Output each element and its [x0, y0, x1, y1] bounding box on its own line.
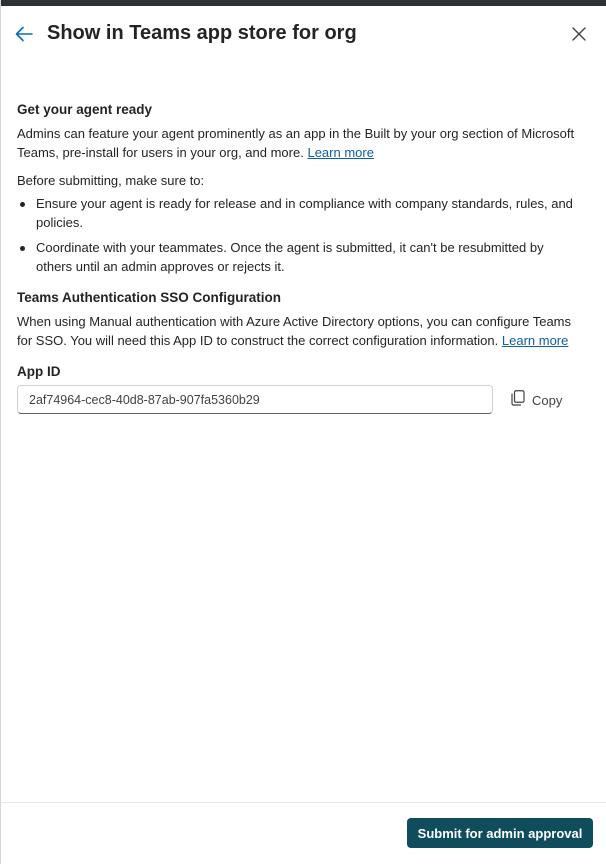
before-submitting-text: Before submitting, make sure to: [17, 173, 205, 188]
panel-content [17, 100, 583, 415]
sso-heading: Teams Authentication SSO Configuration [17, 290, 282, 305]
learn-more-link[interactable]: Learn more [307, 145, 374, 160]
copy-icon [511, 390, 525, 411]
app-id-label: App ID [17, 364, 61, 379]
submit-for-approval-button[interactable]: Submit for admin approval [407, 818, 593, 848]
sso-learn-more-link[interactable]: Learn more [501, 333, 569, 348]
sso-description [17, 312, 583, 350]
checklist-item: Coordinate with your teammates. Once the agent is submitted, it can't be resubmitted by others until an admin approves or rejects it. [17, 238, 583, 276]
footer-divider [1, 802, 606, 803]
arrow-left-icon [15, 26, 33, 47]
app-id-field[interactable] [17, 385, 493, 414]
checklist [17, 194, 583, 276]
copy-label: Copy [532, 392, 563, 408]
close-button[interactable] [567, 24, 591, 48]
ready-heading: Get your agent ready [17, 102, 153, 117]
sso-description-text: When using Manual authentication with Azure Active Directory options, you can configure Teams for SSO. You will need this App ID to construct the correct configuration information. [17, 314, 572, 348]
ready-description-text: Admins can feature your agent prominently as an app in the Built by your org section of Microsoft Teams, pre-install for users in your org, and more. [17, 126, 575, 160]
back-button[interactable] [11, 24, 37, 48]
panel-header [1, 6, 606, 64]
copy-button[interactable] [511, 387, 562, 413]
ready-description [17, 124, 583, 162]
close-icon [572, 27, 586, 46]
app-id-row [17, 385, 583, 415]
panel-title: Show in Teams app store for org [47, 22, 357, 44]
checklist-item: Ensure your agent is ready for release and in compliance with company standards, rules, and policies. [17, 194, 583, 232]
